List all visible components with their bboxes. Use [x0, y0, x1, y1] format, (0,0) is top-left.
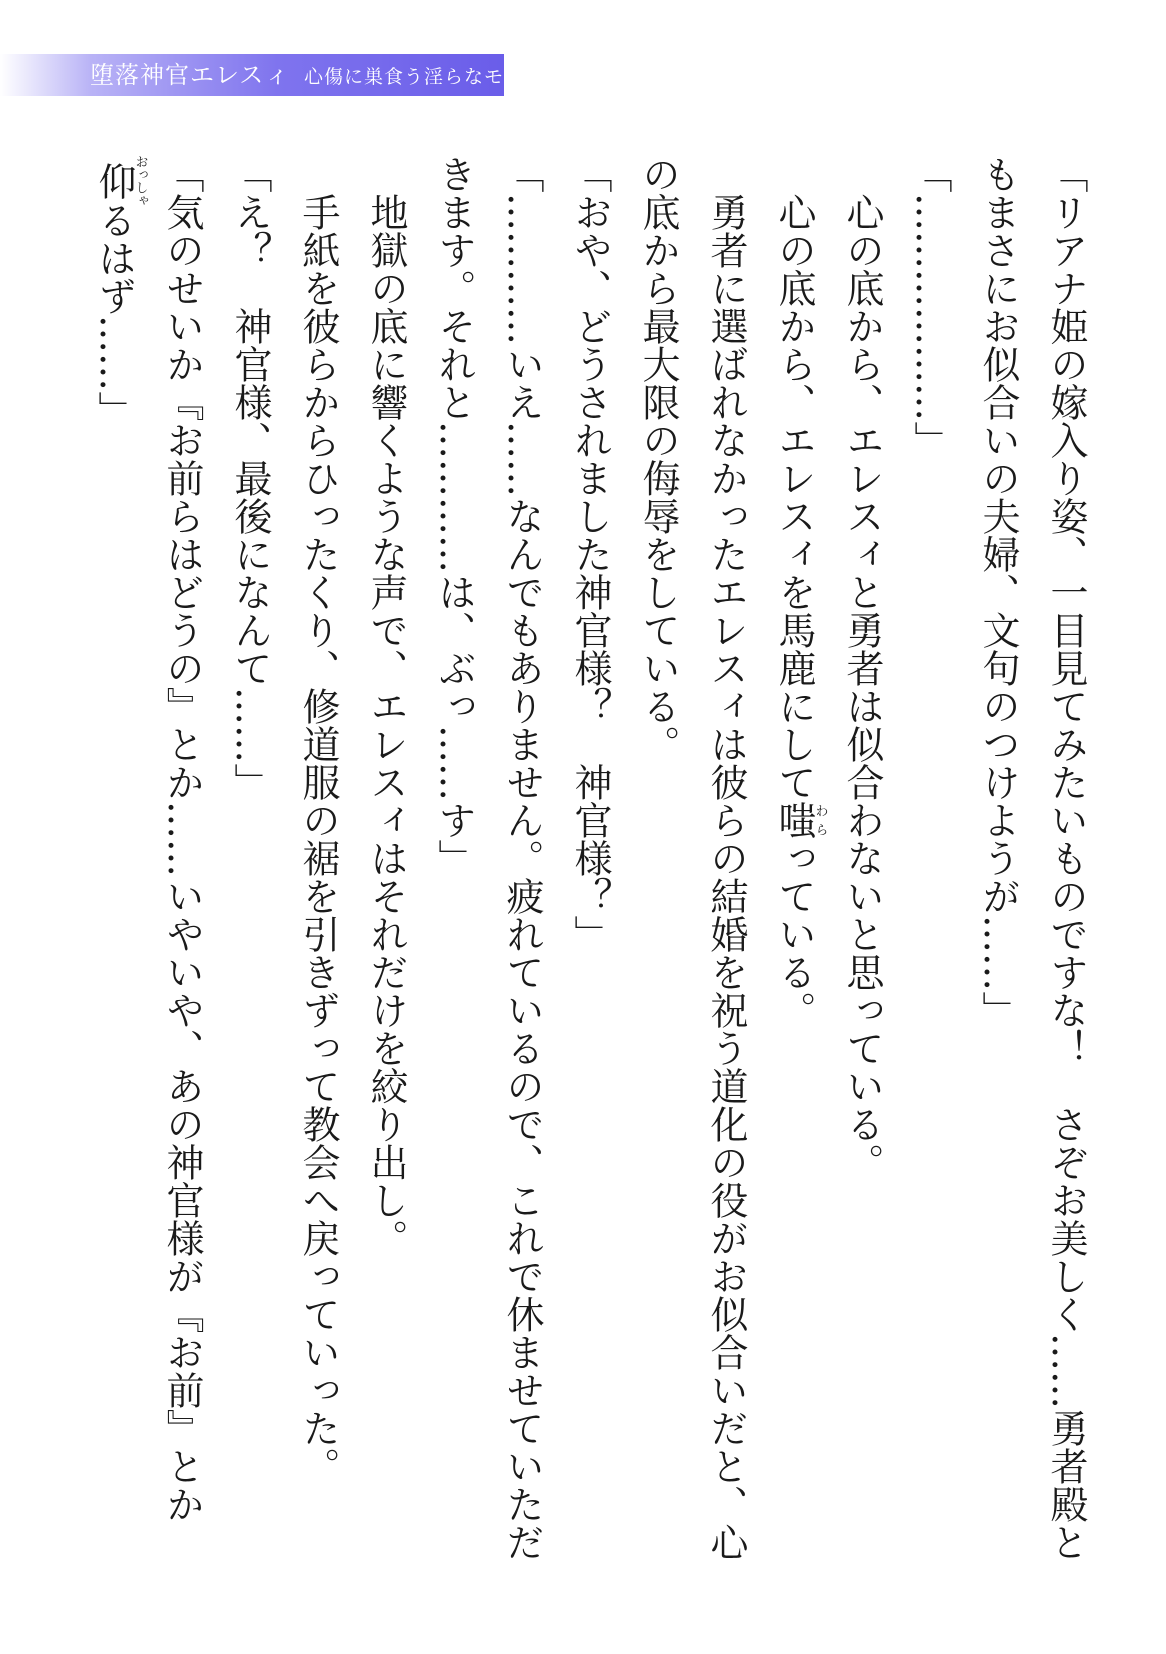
ruby-reading: おっしゃ: [132, 155, 148, 207]
paragraph: [760, 155, 828, 1565]
ruby-reading: わら: [812, 801, 828, 839]
paragraph-text: 「気のせいか『お前らはどうの』とか……いやいや、あの神官様が『お前』とか: [160, 155, 204, 1523]
paragraph: 「…………いえ……なんでもありません。疲れているので、これで休ませていただきます。それと…………は、ぶっ……す」: [432, 155, 544, 1561]
paragraph-text: るはず……」: [92, 201, 136, 429]
paragraph: 手紙を彼らからひったくり、修道服の裾を引きずって教会へ戻っていった。: [296, 193, 340, 1485]
paragraph: 「………………」: [908, 155, 952, 459]
paragraph: 「リアナ姫の嫁入り姿、一目見てみたいものですな！ さぞお美しく……勇者殿ともまさにお似合いの夫婦、文句のつけようが……」: [976, 155, 1088, 1561]
paragraph: [80, 155, 216, 1565]
body-text: [70, 155, 1100, 1565]
ruby-base: 嗤: [772, 801, 816, 839]
ruby-word: [772, 801, 828, 839]
paragraph: 「え？ 神官様、最後になんて……」: [228, 155, 272, 801]
ruby-word: [92, 155, 148, 207]
ruby-base: 仰: [92, 155, 136, 207]
paragraph-text: っている。: [772, 839, 816, 1029]
paragraph: 心の底から、エレスィと勇者は似合わないと思っている。: [840, 193, 884, 1181]
paragraph: 勇者に選ばれなかったエレスィは彼らの結婚を祝う道化の役がお似合いだと、心の底から最大限の侮辱をしている。: [636, 155, 748, 1561]
paragraph: 地獄の底に響くような声で、エレスィはそれだけを絞り出し。: [364, 193, 408, 1257]
running-header: [90, 58, 524, 92]
header-title: 堕落神官エレスィ: [90, 61, 290, 89]
paragraph-text: 心の底から、エレスィを馬鹿にして: [772, 193, 816, 801]
header-subtitle: 心傷に巣食う淫らなモノ: [304, 66, 524, 88]
paragraph: 「おや、どうされました神官様？ 神官様？」: [568, 155, 612, 953]
